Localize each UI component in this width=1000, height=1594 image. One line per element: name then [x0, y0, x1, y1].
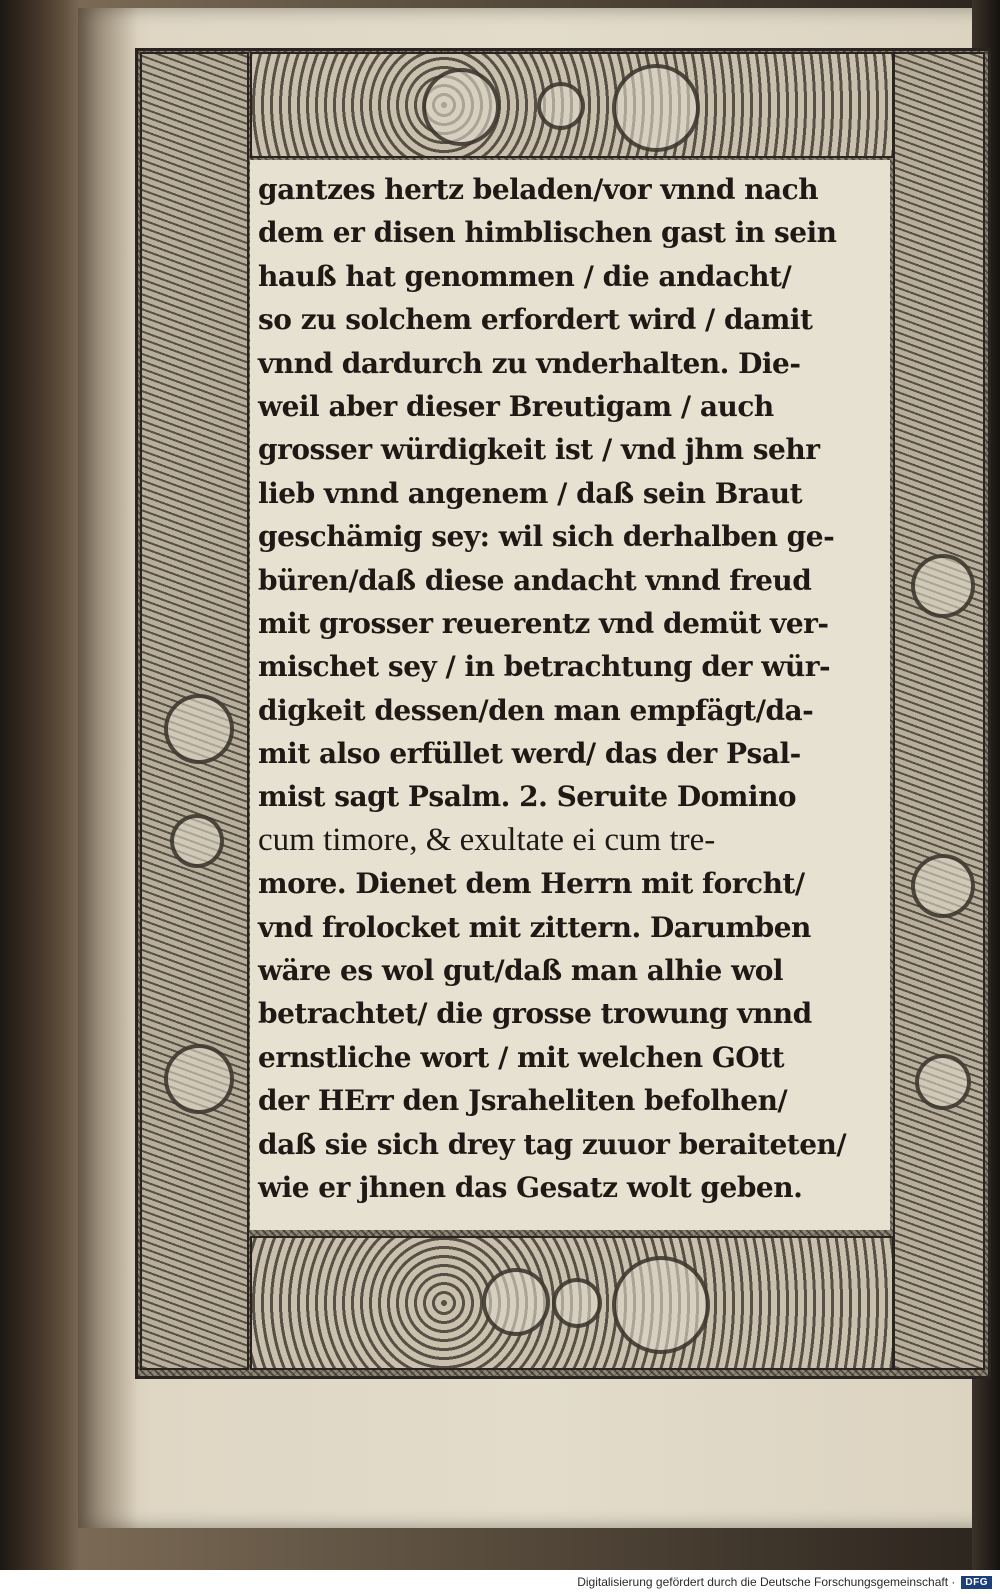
text-line: geschämig sey: wil sich derhalben ge- [258, 520, 835, 554]
ornament-column-left [140, 52, 249, 1370]
scroll-ornament [911, 554, 975, 618]
text-line: mit grosser reuerentz vnd demüt ver- [258, 606, 829, 640]
text-line: lieb vnnd angenem / daß sein Braut [258, 476, 803, 510]
scroll-ornament [915, 1054, 971, 1110]
scroll-ornament [911, 854, 975, 918]
funding-credit: Digitalisierung gefördert durch die Deutsche Forschungsgemeinschaft · [577, 1575, 956, 1589]
flower-ornament [170, 814, 224, 868]
text-line: vnnd dardurch zu vnderhalten. Die- [258, 346, 801, 380]
ornament-band-bottom [250, 1236, 894, 1370]
text-line: büren/daß diese andacht vnnd freud [258, 563, 812, 597]
ornament-band-top [250, 52, 894, 158]
dfg-logo: DFG [961, 1576, 992, 1589]
text-line: der HErr den Jsraheliten befolhen/ [258, 1084, 788, 1118]
text-line: dem er disen himblischen gast in sein [258, 216, 837, 250]
text-line-latin: cum timore, & exultate ei cum tre- [258, 821, 716, 858]
text-line: more. Dienet dem Herrn mit forcht/ [258, 867, 805, 901]
gutter-shadow [78, 8, 138, 1528]
text-line: wie er jhnen das Gesatz wolt geben. [258, 1170, 803, 1204]
text-line: ernstliche wort / mit welchen GOtt [258, 1040, 785, 1074]
scroll-ornament [612, 1256, 710, 1354]
flower-ornament [537, 82, 585, 130]
text-line: wäre es wol gut/daß man alhie wol [258, 954, 784, 988]
text-line: hauß hat genommen / die andacht/ [258, 259, 792, 293]
scroll-ornament [164, 1044, 234, 1114]
ornament-column-right [893, 52, 985, 1370]
text-line: mischet sey / in betrachtung der wür- [258, 650, 831, 684]
page-text [258, 168, 888, 1209]
text-line: grosser würdigkeit ist / vnd jhm sehr [258, 433, 820, 467]
text-line: betrachtet/ die grosse trowung vnnd [258, 997, 812, 1031]
digitization-footer [0, 1570, 1000, 1594]
text-line: digkeit dessen/den man empfägt/da- [258, 693, 814, 727]
text-line: so zu solchem erfordert wird / damit [258, 303, 813, 337]
text-line: mit also erfüllet werd/ das der Psal- [258, 737, 801, 771]
text-line: mist sagt Psalm. 2. Seruite Domino [258, 780, 797, 814]
scroll-ornament [422, 68, 500, 146]
text-line: gantzes hertz beladen/vor vnnd nach [258, 173, 819, 206]
scroll-ornament [164, 694, 234, 764]
text-line: vnd frolocket mit zittern. Darumben [258, 910, 811, 944]
scroll-ornament [612, 64, 700, 152]
text-line: daß sie sich drey tag zuuor beraiteten/ [258, 1127, 847, 1161]
text-line: weil aber dieser Breutigam / auch [258, 389, 774, 423]
flower-ornament [552, 1278, 602, 1328]
grapes-ornament [482, 1268, 550, 1336]
